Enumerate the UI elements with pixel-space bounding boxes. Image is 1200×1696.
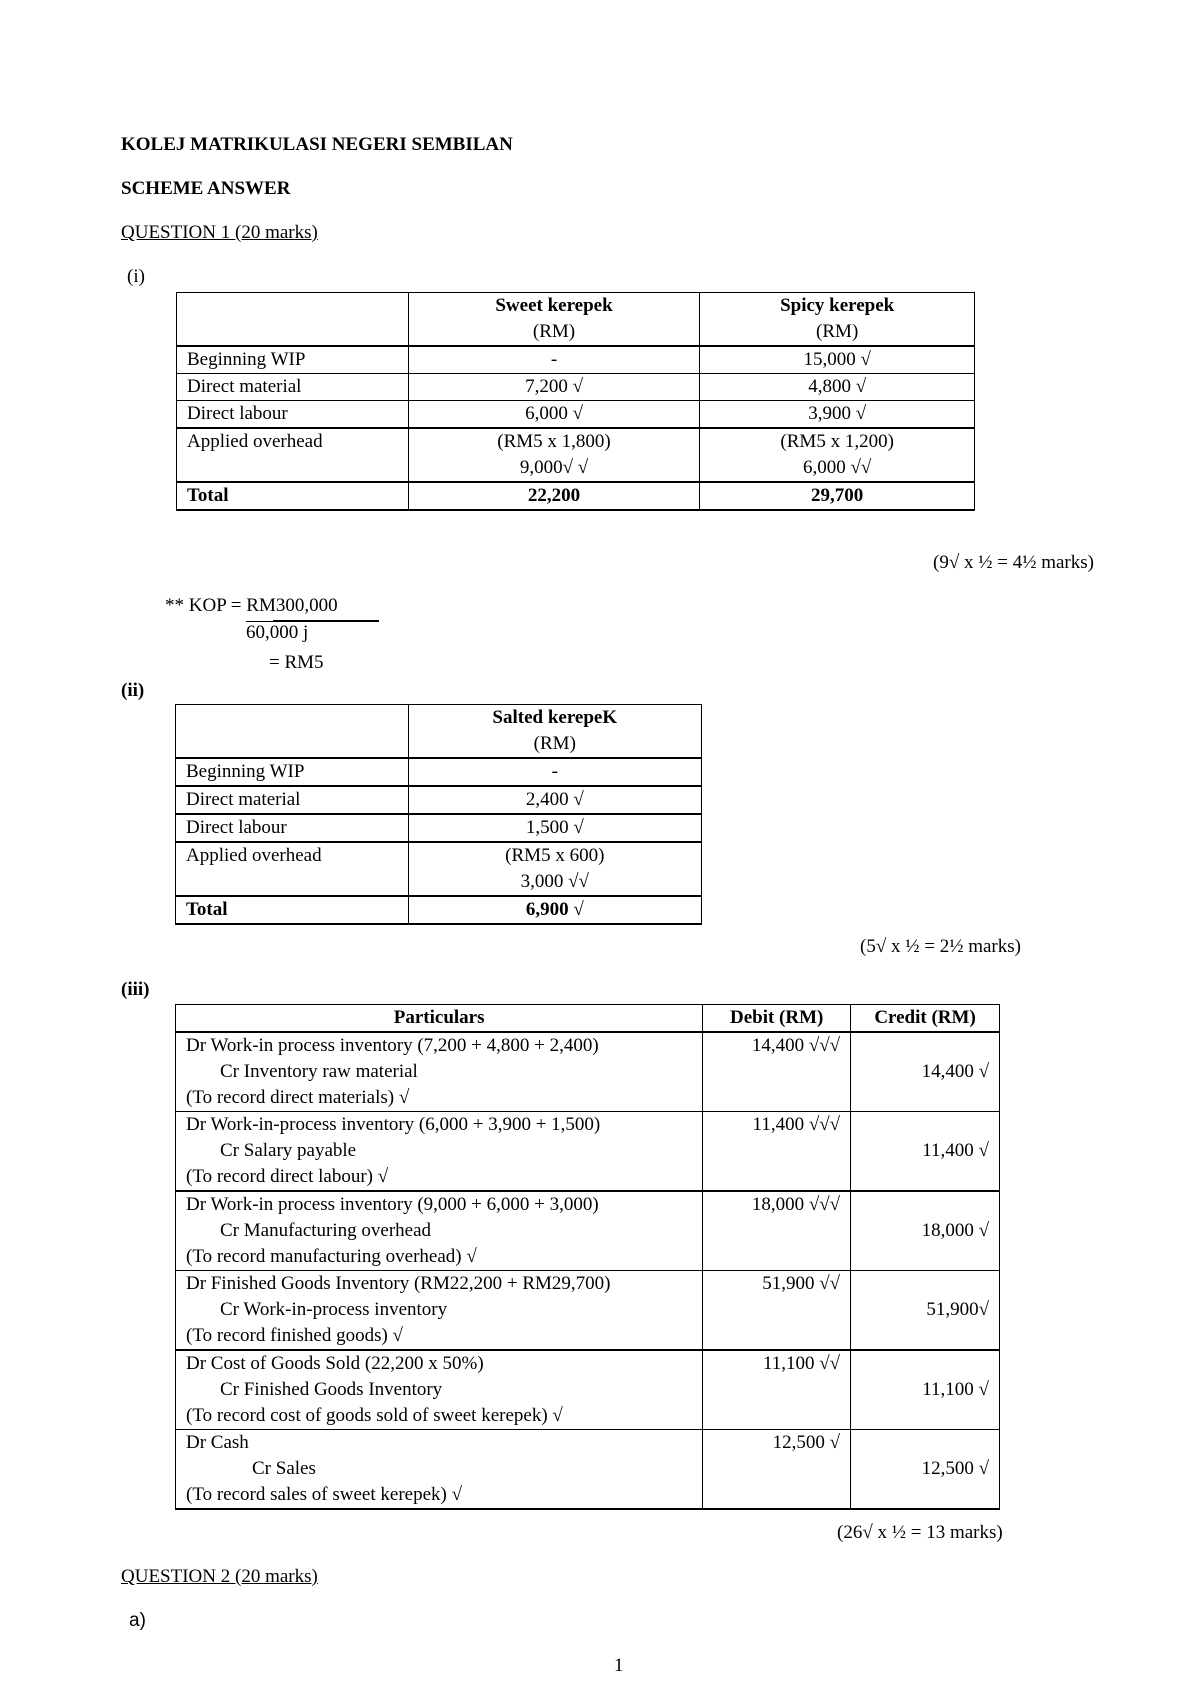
total-row — [177, 482, 975, 510]
debit-account: Dr Work-in process inventory (9,000 + 6,000 + 3,000) — [186, 1194, 599, 1215]
journal-entry-row — [176, 1350, 1000, 1430]
debit-amount: 18,000 √√√ — [703, 1191, 851, 1271]
cell-sweet-value: 9,000√ √ — [519, 457, 589, 478]
kop-line-1: ** KOP = RM300,000 — [165, 595, 338, 616]
table-row — [176, 786, 702, 814]
row-label: Total — [177, 482, 409, 510]
question-2-title: QUESTION 2 (20 marks) — [121, 1566, 318, 1587]
debit-account: Dr Work-in-process inventory (6,000 + 3,900 + 1,500) — [186, 1114, 601, 1135]
kop-line-3: = RM5 — [269, 652, 324, 673]
cell-salted-calc: (RM5 x 600) — [505, 845, 605, 866]
credit-amount: 11,400 √ — [922, 1140, 989, 1161]
row-label: Total — [176, 896, 409, 924]
row-label: Direct material — [176, 786, 409, 814]
row-label: Beginning WIP — [176, 758, 409, 786]
marks-part-i: (9√ x ½ = 4½ marks) — [933, 552, 1094, 573]
table-row — [177, 346, 975, 374]
row-label: Applied overhead — [176, 842, 409, 896]
part-iii-label: (iii) — [121, 979, 150, 1000]
cell-salted: 2,400 √ — [408, 786, 701, 814]
col-sweet-title: Sweet kerepek — [495, 295, 613, 316]
table-row — [176, 758, 702, 786]
question-1-title: QUESTION 1 (20 marks) — [121, 222, 318, 243]
cell-sweet: 7,200 √ — [408, 374, 700, 401]
cell-sweet-calc: (RM5 x 1,800) — [497, 431, 611, 452]
row-label: Direct labour — [176, 814, 409, 842]
narration: (To record direct materials) √ — [186, 1087, 410, 1108]
table-row — [176, 842, 702, 896]
debit-account: Dr Work-in process inventory (7,200 + 4,800 + 2,400) — [186, 1035, 599, 1056]
table-header-row — [176, 1005, 1000, 1033]
fraction-bar — [273, 620, 379, 622]
cell-spicy: 3,900 √ — [700, 401, 975, 429]
journal-table — [175, 1004, 1000, 1510]
cost-table-i — [176, 292, 975, 511]
col-salted-title: Salted kerepeK — [492, 707, 618, 728]
narration: (To record manufacturing overhead) √ — [186, 1246, 477, 1267]
cell-spicy-total: 29,700 — [700, 482, 975, 510]
part-i-label: (i) — [127, 266, 145, 287]
table-row — [177, 401, 975, 429]
journal-entry-row — [176, 1430, 1000, 1510]
debit-amount: 12,500 √ — [703, 1430, 851, 1510]
cost-table-ii — [175, 704, 702, 925]
narration: (To record finished goods) √ — [186, 1325, 403, 1346]
row-label: Applied overhead — [177, 428, 409, 482]
credit-amount: 12,500 √ — [921, 1458, 989, 1479]
document-title: SCHEME ANSWER — [121, 178, 291, 199]
debit-account: Dr Cost of Goods Sold (22,200 x 50%) — [186, 1353, 484, 1374]
journal-entry-row — [176, 1191, 1000, 1271]
col-spicy-title: Spicy kerepek — [780, 295, 895, 316]
narration: (To record direct labour) √ — [186, 1166, 389, 1187]
table-header-row — [176, 705, 702, 759]
question-2-part-a: a) — [129, 1610, 146, 1631]
header-credit: Credit (RM) — [851, 1005, 1000, 1033]
table-row — [177, 428, 975, 482]
credit-account: Cr Finished Goods Inventory — [220, 1379, 443, 1400]
cell-sweet-total: 22,200 — [408, 482, 700, 510]
debit-amount: 11,400 √√√ — [703, 1112, 851, 1192]
debit-account: Dr Finished Goods Inventory (RM22,200 + RM29,700) — [186, 1273, 611, 1294]
journal-entry-row — [176, 1271, 1000, 1351]
credit-amount: 18,000 √ — [921, 1220, 989, 1241]
narration: (To record sales of sweet kerepek) √ — [186, 1484, 463, 1505]
debit-amount: 51,900 √√ — [703, 1271, 851, 1351]
page-number: 1 — [614, 1655, 624, 1676]
credit-account: Cr Salary payable — [220, 1140, 357, 1161]
narration: (To record cost of goods sold of sweet kerepek) √ — [186, 1405, 563, 1426]
credit-account: Cr Inventory raw material — [220, 1061, 418, 1082]
table-row — [177, 374, 975, 401]
credit-amount: 11,100 √ — [922, 1379, 989, 1400]
col-salted-unit: (RM) — [533, 733, 576, 754]
col-spicy-unit: (RM) — [816, 321, 859, 342]
row-label: Direct material — [177, 374, 409, 401]
part-ii-label: (ii) — [121, 680, 145, 701]
cell-salted-total: 6,900 √ — [408, 896, 701, 924]
row-label: Beginning WIP — [177, 346, 409, 374]
col-sweet-unit: (RM) — [532, 321, 576, 342]
cell-salted: 1,500 √ — [408, 814, 701, 842]
institution-heading: KOLEJ MATRIKULASI NEGERI SEMBILAN — [121, 134, 513, 155]
total-row — [176, 896, 702, 924]
header-particulars: Particulars — [176, 1005, 703, 1033]
cell-spicy: 15,000 √ — [700, 346, 975, 374]
cell-spicy: 4,800 √ — [700, 374, 975, 401]
debit-account: Dr Cash — [186, 1432, 249, 1453]
table-row — [176, 814, 702, 842]
journal-entry-row — [176, 1032, 1000, 1112]
cell-sweet: 6,000 √ — [408, 401, 700, 429]
cell-sweet: - — [408, 346, 700, 374]
cell-salted-value: 3,000 √√ — [520, 871, 589, 892]
marks-part-iii: (26√ x ½ = 13 marks) — [837, 1522, 1003, 1543]
kop-line-2: 60,000 j — [246, 622, 309, 643]
credit-amount: 14,400 √ — [921, 1061, 989, 1082]
cell-spicy-value: 6,000 √√ — [802, 457, 872, 478]
journal-entry-row — [176, 1112, 1000, 1192]
credit-account: Cr Sales — [252, 1458, 316, 1479]
header-debit: Debit (RM) — [703, 1005, 851, 1033]
debit-amount: 11,100 √√ — [703, 1350, 851, 1430]
cell-salted: - — [408, 758, 701, 786]
credit-account: Cr Work-in-process inventory — [220, 1299, 448, 1320]
credit-amount: 51,900√ — [926, 1299, 989, 1320]
row-label: Direct labour — [177, 401, 409, 429]
marks-part-ii: (5√ x ½ = 2½ marks) — [860, 936, 1021, 957]
cell-spicy-calc: (RM5 x 1,200) — [780, 431, 894, 452]
debit-amount: 14,400 √√√ — [703, 1032, 851, 1112]
credit-account: Cr Manufacturing overhead — [220, 1220, 432, 1241]
table-header-row — [177, 293, 975, 347]
